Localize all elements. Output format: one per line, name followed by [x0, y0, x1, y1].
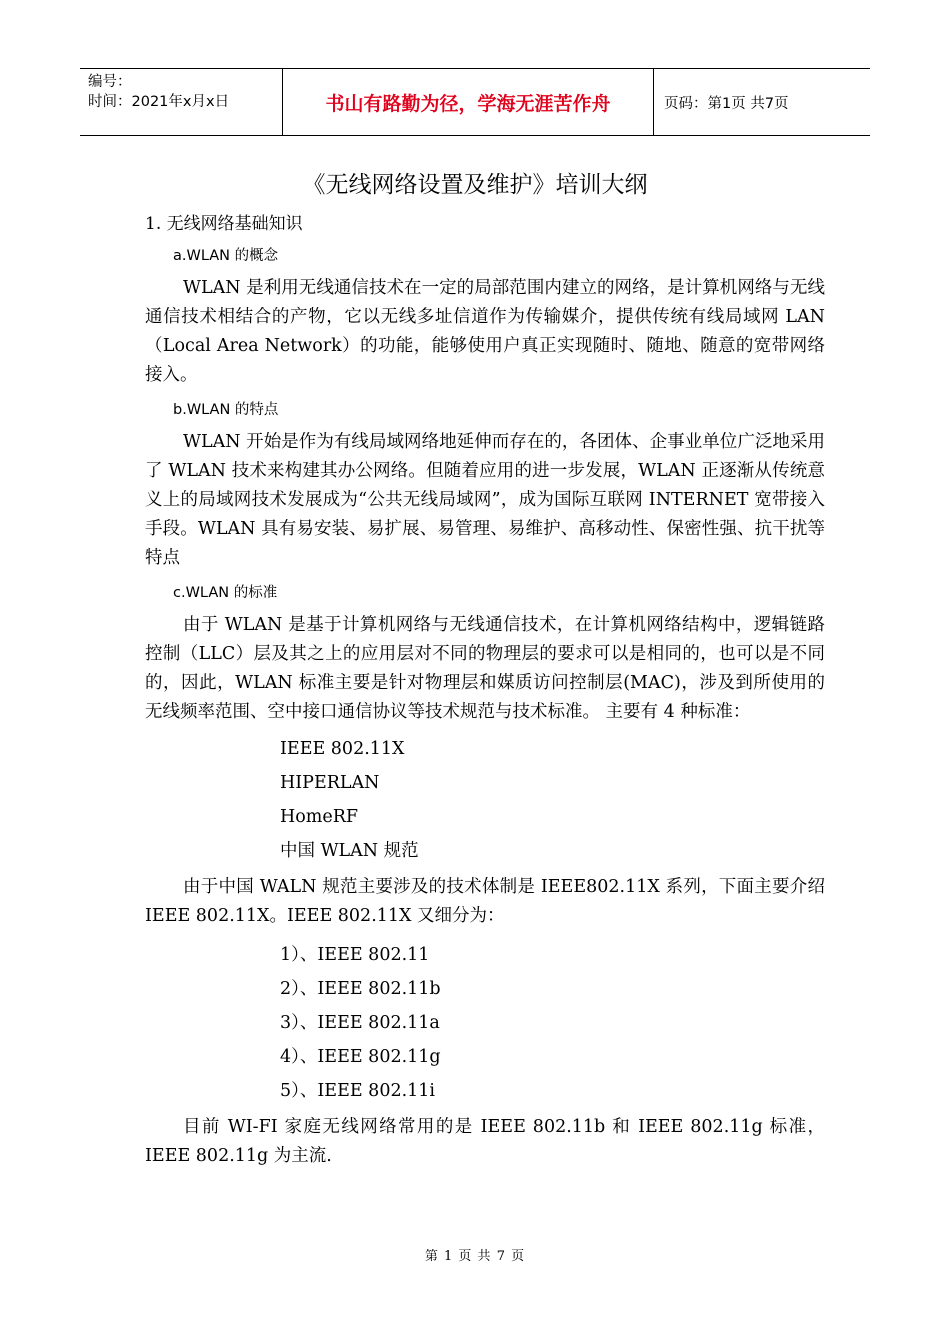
header-left-cell — [80, 69, 282, 135]
document-title: 《无线网络设置及维护》培训大纲 — [302, 172, 648, 198]
page-footer: 第 1 页 共 7 页 — [424, 1249, 526, 1264]
number-label: 编号： — [88, 74, 132, 90]
motto: 书山有路勤为径，学海无涯苦作舟 — [282, 69, 654, 135]
paragraph-standards: 由于 WLAN 是基于计算机网络与无线通信技术，在计算机网络结构中，逻辑链路控制（LLC）层及其之上的应用层对不同的物理层的要求可以是相同的，也可以是不同的，因此，WLAN 标准主要是针对物理层和媒质访问控制层(MAC)，涉及到所使用的无线频率范围、空中接口通信协议等技术规范与技术标准。 主要有 4 种标准： — [145, 615, 825, 722]
list-item: HomeRF — [280, 807, 359, 827]
paragraph-concept: WLAN 是利用无线通信技术在一定的局部范围内建立的网络，是计算机网络与无线通信技术相结合的产物，它以无线多址信道作为传输媒介，提供传统有线局域网 LAN（Local Area Network）的功能，能够使用户真正实现随时、随地、随意的宽带网络接入。 — [145, 278, 825, 385]
paragraph-wifi: 目前 WI-FI 家庭无线网络常用的是 IEEE 802.11b 和 IEEE 802.11g 标准，IEEE 802.11g 为主流. — [145, 1117, 825, 1166]
list-item: IEEE 802.11X — [280, 739, 405, 759]
list-item: HIPERLAN — [280, 773, 380, 793]
time-label: 时间：2021年x月x日 — [88, 94, 230, 110]
page-code: 页码：第1页 共7页 — [664, 95, 789, 112]
list-item: 4）、IEEE 802.11g — [280, 1047, 441, 1067]
list-item: 5）、IEEE 802.11i — [280, 1081, 436, 1101]
list-item: 中国 WLAN 规范 — [280, 841, 419, 861]
header-table — [80, 68, 870, 136]
list-item: 3）、IEEE 802.11a — [280, 1013, 440, 1033]
subheading-features: b.WLAN 的特点 — [173, 402, 279, 418]
paragraph-ieee: 由于中国 WALN 规范主要涉及的技术体制是 IEEE802.11X 系列，下面主要介绍 IEEE 802.11X。IEEE 802.11X 又细分为： — [145, 877, 825, 926]
list-item: 2）、IEEE 802.11b — [280, 979, 441, 999]
document-body — [145, 212, 825, 1177]
list-item: 1）、IEEE 802.11 — [280, 945, 430, 965]
subheading-standards: c.WLAN 的标准 — [173, 585, 278, 601]
section-heading: 1. 无线网络基础知识 — [145, 214, 303, 234]
paragraph-features: WLAN 开始是作为有线局域网络地延伸而存在的，各团体、企事业单位广泛地采用了 WLAN 技术来构建其办公网络。但随着应用的进一步发展，WLAN 正逐渐从传统意义上的局域网技术发展成为“公共无线局域网”，成为国际互联网 INTERNET 宽带接入手段。WLAN 具有易安装、易扩展、易管理、易维护、高移动性、保密性强、抗干扰等特点 — [145, 432, 825, 568]
subheading-concept: a.WLAN 的概念 — [173, 248, 279, 264]
